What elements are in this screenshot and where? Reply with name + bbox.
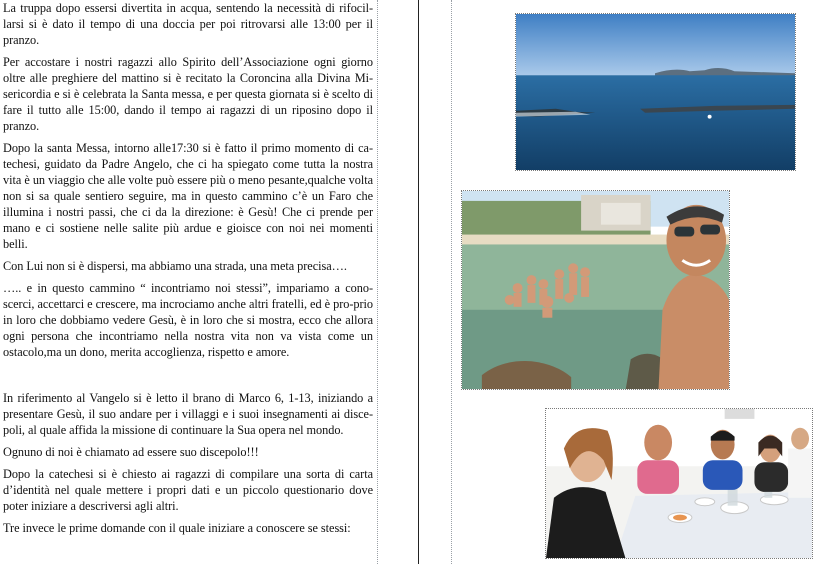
paragraph-lunch: La truppa dopo essersi divertita in acqua, sentendo la necessità di rifocil-larsi si è dato il tempo di una doccia per poi ritrovarsi alle 13:00 per il pranzo.: [3, 1, 373, 47]
sea-photo[interactable]: [515, 13, 796, 171]
margin-guide: [451, 0, 452, 564]
paragraph-encounter: ….. e in questo cammino “ incontriamo noi stessi”, impariamo a cono-scerci, accettarci e crescere, ma incrociamo anche altri fratelli, ed è pro-prio in loro che dobbiamo vedere Gesù, è in loro che si mostra, ecco che allora ogni persona che incontriamo nella nostra vita non va vista come un ostacolo,ma un dono, merita accoglienza, rispetto e amore.: [3, 281, 373, 359]
page-divider: [418, 0, 419, 564]
dinner-table-photo[interactable]: [545, 408, 813, 559]
paragraph-mass: Per accostare i nostri ragazzi allo Spirito dell’Associazione ogni giorno oltre alle preghiere del mattino si è recitato la Coroncina alla Divina Mi-sericordia e si è celebrata la Santa messa, e per questa giornata si è scelto di fare il tutto alle 15:00, dando il tempo ai ragazzi di un riposino dopo il pranzo.: [3, 55, 373, 133]
paragraph-identity-card: Dopo la catechesi si è chiesto ai ragazzi di compilare una sorta di carta d’identità nel quale mettere i propri dati e un piccolo questionario dove poter iniziare a descriversi agli altri.: [3, 467, 373, 513]
dinner-image: [546, 409, 812, 558]
paragraph-catechesis: Dopo la santa Messa, intorno alle17:30 si è fatto il primo momento di ca-techesi, guidato da Padre Angelo, che ci ha spiegato come tutta la nostra vita è un viaggio che alle volte può essere più o meno pesante,qualche volta non si sa quale sentiero seguire, ma in questo cammino c’è un Faro che illumina i nostri passi, che ci da la direzione: è Gesù! Che ci prende per mano e ci sostiene nelle salite più ardue e gioisce con noi nei momenti belli.: [3, 141, 373, 251]
beach-image: [462, 191, 729, 389]
paragraph-gospel: In riferimento al Vangelo si è letto il brano di Marco 6, 1-13, iniziando a presentare Gesù, il suo andare per i villaggi e i suoi insegnamenti ai disce-poli, al quale affida la missione di continuare la Sua opera nel mondo.: [3, 391, 373, 437]
sea-image: [516, 14, 795, 170]
text-column: [0, 0, 378, 564]
paragraph-questions: Tre invece le prime domande con il quale iniziare a conoscere se stessi:: [3, 521, 351, 535]
beach-group-photo[interactable]: [461, 190, 730, 390]
paragraph-disciple: Ognuno di noi è chiamato ad essere suo discepolo!!!: [3, 445, 259, 459]
paragraph-path: Con Lui non si è dispersi, ma abbiamo una strada, una meta precisa….: [3, 259, 347, 273]
